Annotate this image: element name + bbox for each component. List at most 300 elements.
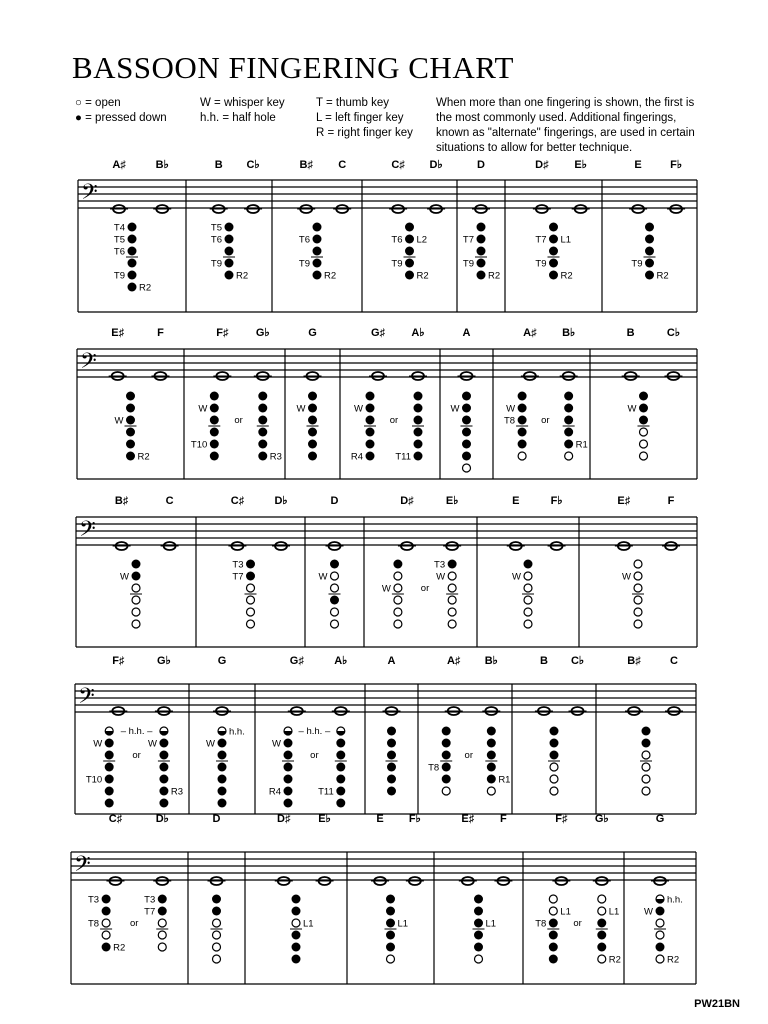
pressed-key-icon: [366, 392, 375, 401]
key-label: R2: [137, 451, 150, 463]
key-label: T9: [113, 270, 125, 282]
pressed-key-icon: [387, 727, 396, 736]
pressed-key-icon: [159, 751, 168, 760]
note-name: B♭: [562, 327, 576, 339]
key-label: T5: [113, 234, 125, 246]
pressed-key-icon: [366, 416, 375, 425]
pressed-key-icon: [284, 751, 293, 760]
pressed-key-icon: [126, 416, 135, 425]
pressed-key-icon: [442, 727, 451, 736]
key-label: T9: [462, 258, 474, 270]
pressed-key-icon: [158, 895, 167, 904]
alternate-separator: or: [129, 918, 139, 929]
note-name: A♭: [411, 327, 425, 339]
pressed-key-icon: [159, 787, 168, 796]
pressed-key-icon: [313, 259, 322, 268]
key-label: W: [296, 403, 306, 415]
key-label: L2: [416, 234, 428, 246]
note-name: G: [217, 655, 227, 667]
pressed-key-icon: [462, 452, 471, 461]
pressed-key-icon: [128, 247, 137, 256]
key-label: W: [120, 571, 129, 583]
key-label: T9: [631, 258, 643, 270]
pressed-key-icon: [645, 271, 654, 280]
open-key-icon: [394, 584, 402, 592]
open-key-icon: [634, 608, 642, 616]
pressed-key-icon: [292, 955, 301, 964]
note-name: C♯: [108, 813, 123, 825]
pressed-key-icon: [549, 223, 558, 232]
key-label: R1: [575, 439, 588, 451]
pressed-key-icon: [212, 895, 221, 904]
pressed-key-icon: [405, 259, 414, 268]
legend-half-hole: h.h. = half hole: [200, 112, 276, 124]
open-key-icon: [550, 775, 558, 783]
open-key-icon: [598, 907, 606, 915]
key-label: R3: [269, 451, 282, 463]
key-label: R1: [498, 774, 511, 786]
pressed-key-icon: [258, 428, 267, 437]
key-label: W: [114, 415, 124, 427]
note-name: A♭: [334, 655, 348, 667]
open-key-icon: [213, 943, 221, 951]
pressed-key-icon: [308, 416, 317, 425]
note-name: E♭: [574, 159, 587, 171]
note-name: F♯: [555, 813, 568, 825]
open-key-icon: [132, 608, 140, 616]
open-key-icon: [634, 584, 642, 592]
note-name: B♯: [114, 495, 129, 507]
open-key-icon: [394, 596, 402, 604]
key-label: W: [450, 403, 460, 415]
pressed-key-icon: [210, 428, 219, 437]
pressed-key-icon: [105, 739, 114, 748]
key-label: R3: [170, 786, 184, 798]
pressed-key-icon: [405, 271, 414, 280]
key-label: L1: [303, 918, 314, 930]
open-key-icon: [642, 763, 650, 771]
open-key-icon: [640, 452, 648, 460]
pressed-key-icon: [518, 428, 527, 437]
pressed-key-icon: [386, 943, 395, 952]
key-label: T11: [395, 451, 411, 463]
pressed-key-icon: [128, 259, 137, 268]
open-key-icon: [394, 620, 402, 628]
note-name: D♭: [155, 813, 169, 825]
key-label: T8: [535, 918, 547, 930]
open-key-icon: [331, 608, 339, 616]
key-label: T7: [535, 234, 547, 246]
key-label: h.h.: [229, 726, 245, 738]
key-label: T3: [144, 894, 156, 906]
bass-clef-icon: 𝄢: [78, 684, 95, 714]
pressed-key-icon: [246, 560, 255, 569]
pressed-key-icon: [366, 428, 375, 437]
open-key-icon: [463, 464, 471, 472]
pressed-key-icon: [549, 271, 558, 280]
pressed-key-icon: [292, 931, 301, 940]
key-label: R2: [236, 270, 249, 282]
key-label: W: [381, 583, 391, 595]
open-key-icon: [524, 608, 532, 616]
open-key-icon: [102, 931, 110, 939]
pressed-key-icon: [292, 895, 301, 904]
key-label: T6: [210, 234, 222, 246]
key-label: T9: [391, 258, 403, 270]
note-name: C: [165, 495, 174, 507]
note-name: F♭: [670, 159, 683, 171]
pressed-key-icon: [105, 775, 114, 784]
bass-clef-icon: 𝄢: [81, 180, 98, 210]
note-name: F♯: [216, 327, 229, 339]
pressed-key-icon: [336, 775, 345, 784]
key-label: W: [354, 403, 363, 415]
key-label: W: [318, 571, 328, 583]
alternate-separator: or: [310, 750, 319, 761]
bass-clef-icon: 𝄢: [79, 517, 96, 547]
note-name: F♭: [408, 813, 421, 825]
pressed-key-icon: [336, 751, 345, 760]
pressed-key-icon: [258, 392, 267, 401]
pressed-key-icon: [474, 919, 483, 928]
legend-whisper: W = whisper key: [200, 97, 285, 109]
pressed-key-icon: [128, 283, 137, 292]
open-key-icon: [487, 787, 495, 795]
pressed-key-icon: [393, 560, 402, 569]
pressed-key-icon: [102, 907, 111, 916]
pressed-key-icon: [159, 763, 168, 772]
key-label: R2: [656, 270, 669, 282]
open-key-icon: [565, 452, 573, 460]
key-label: R2: [488, 270, 501, 282]
note-name: E♯: [111, 327, 125, 339]
pressed-key-icon: [474, 895, 483, 904]
pressed-key-icon: [126, 392, 135, 401]
note-name: D: [477, 159, 485, 171]
key-label: T7: [462, 234, 474, 246]
open-key-icon: [656, 931, 664, 939]
key-label: T6: [113, 246, 125, 258]
pressed-key-icon: [405, 235, 414, 244]
key-label: R4: [268, 786, 281, 798]
alternate-separator: or: [464, 750, 473, 761]
note-name: A♯: [112, 159, 126, 171]
pressed-key-icon: [258, 440, 267, 449]
bass-clef-icon: 𝄢: [74, 852, 91, 882]
note-name: D: [330, 495, 339, 507]
note-name: B: [214, 159, 223, 171]
open-key-icon: [549, 895, 557, 903]
pressed-key-icon: [549, 235, 558, 244]
pressed-key-icon: [308, 428, 317, 437]
pressed-key-icon: [597, 919, 606, 928]
pressed-key-icon: [225, 235, 234, 244]
open-key-icon: [524, 620, 532, 628]
pressed-key-icon: [487, 763, 496, 772]
open-key-icon: [518, 452, 526, 460]
pressed-key-icon: [549, 955, 558, 964]
open-key-icon: [102, 919, 110, 927]
key-label: L1: [560, 906, 571, 918]
open-key-icon: [158, 943, 166, 951]
key-label: R4: [350, 451, 363, 463]
pressed-key-icon: [442, 739, 451, 748]
key-label: T8: [504, 415, 516, 427]
open-key-icon: [524, 572, 532, 580]
pressed-key-icon: [366, 404, 375, 413]
pressed-key-icon: [642, 727, 651, 736]
pressed-key-icon: [550, 727, 559, 736]
key-label: R2: [667, 954, 680, 966]
pressed-key-icon: [336, 763, 345, 772]
open-key-icon: [448, 572, 456, 580]
pressed-key-icon: [313, 247, 322, 256]
pressed-key-icon: [448, 560, 457, 569]
key-label: L1: [560, 234, 572, 246]
pressed-key-icon: [474, 931, 483, 940]
legend-open: ○ = open: [75, 97, 121, 109]
open-key-icon: [634, 572, 642, 580]
pressed-key-icon: [218, 763, 227, 772]
open-key-icon: [598, 955, 606, 963]
key-label: R2: [416, 270, 429, 282]
note-name: B♭: [484, 655, 498, 667]
pressed-key-icon: [645, 247, 654, 256]
pressed-key-icon: [642, 739, 651, 748]
note-name: G♭: [255, 327, 270, 339]
pressed-key-icon: [524, 560, 533, 569]
key-label: T3: [88, 894, 100, 906]
note-name: F: [157, 327, 164, 339]
note-name: G♯: [289, 655, 304, 667]
key-label: T7: [144, 906, 156, 918]
intro-text: When more than one fingering is shown, the first is the most commonly used. Additional fingerings, known as "alternate" fingerings, are used in certain situations to allow for better technique.: [436, 97, 695, 154]
pressed-key-icon: [549, 259, 558, 268]
pressed-key-icon: [284, 739, 293, 748]
key-label: T9: [210, 258, 222, 270]
key-label: L1: [397, 918, 409, 930]
open-key-icon: [247, 608, 255, 616]
pressed-key-icon: [564, 404, 573, 413]
open-key-icon: [524, 596, 532, 604]
key-label: T3: [232, 559, 244, 571]
pressed-key-icon: [487, 751, 496, 760]
note-name: E: [512, 495, 520, 507]
key-label: h.h.: [667, 894, 683, 906]
pressed-key-icon: [477, 247, 486, 256]
key-label: T4: [113, 222, 125, 234]
open-key-icon: [213, 931, 221, 939]
pressed-key-icon: [474, 943, 483, 952]
pressed-key-icon: [128, 223, 137, 232]
note-name: E♯: [617, 495, 631, 507]
pressed-key-icon: [126, 440, 135, 449]
open-key-icon: [549, 907, 557, 915]
pressed-key-icon: [330, 560, 339, 569]
pressed-key-icon: [246, 572, 255, 581]
key-label: T9: [298, 258, 310, 270]
note-name: C: [670, 655, 678, 667]
pressed-key-icon: [564, 416, 573, 425]
note-name: A♯: [446, 655, 461, 667]
note-name: C♭: [666, 327, 681, 339]
note-name: B: [626, 327, 635, 339]
pressed-key-icon: [336, 787, 345, 796]
pressed-key-icon: [462, 428, 471, 437]
pressed-key-icon: [313, 235, 322, 244]
pressed-key-icon: [597, 943, 606, 952]
pressed-key-icon: [462, 404, 471, 413]
pressed-key-icon: [105, 751, 114, 760]
pressed-key-icon: [210, 440, 219, 449]
pressed-key-icon: [159, 739, 168, 748]
pressed-key-icon: [258, 452, 267, 461]
key-label: T7: [232, 571, 244, 583]
open-key-icon: [387, 955, 395, 963]
open-key-icon: [634, 620, 642, 628]
open-key-icon: [448, 608, 456, 616]
pressed-key-icon: [414, 452, 423, 461]
open-key-icon: [292, 919, 300, 927]
key-label: R2: [113, 942, 126, 954]
key-label: W: [93, 738, 103, 750]
pressed-key-icon: [442, 775, 451, 784]
pressed-key-icon: [126, 404, 135, 413]
note-name: F♯: [112, 655, 125, 667]
note-name: A: [387, 655, 396, 667]
alternate-separator: or: [541, 415, 550, 426]
open-key-icon: [394, 608, 402, 616]
pressed-key-icon: [656, 943, 665, 952]
key-label: T3: [434, 559, 446, 571]
pressed-key-icon: [462, 416, 471, 425]
pressed-key-icon: [645, 259, 654, 268]
note-name: E: [634, 159, 642, 171]
pressed-key-icon: [225, 271, 234, 280]
pressed-key-icon: [225, 223, 234, 232]
open-key-icon: [550, 787, 558, 795]
pressed-key-icon: [132, 560, 141, 569]
note-name: G♭: [594, 813, 609, 825]
key-label: T8: [428, 762, 440, 774]
note-name: D: [212, 813, 221, 825]
alternate-separator: or: [389, 415, 399, 426]
alternate-separator: or: [234, 415, 243, 426]
open-key-icon: [656, 919, 664, 927]
key-label: W: [627, 403, 637, 415]
pressed-key-icon: [159, 775, 168, 784]
pressed-key-icon: [477, 223, 486, 232]
legend-left-finger: L = left finger key: [316, 112, 404, 124]
pressed-key-icon: [639, 404, 648, 413]
key-label: W: [272, 738, 281, 750]
pressed-key-icon: [518, 440, 527, 449]
pressed-key-icon: [414, 440, 423, 449]
open-key-icon: [448, 584, 456, 592]
note-name: E♭: [318, 813, 331, 825]
pressed-key-icon: [387, 787, 396, 796]
key-label: W: [512, 571, 521, 583]
note-name: C♯: [391, 159, 405, 171]
key-label: R2: [608, 954, 621, 966]
pressed-key-icon: [292, 943, 301, 952]
pressed-key-icon: [645, 223, 654, 232]
open-key-icon: [524, 584, 532, 592]
note-name: D♯: [277, 813, 291, 825]
note-name: F: [667, 495, 675, 507]
alternate-separator: or: [132, 750, 141, 761]
pressed-key-icon: [284, 775, 293, 784]
pressed-key-icon: [284, 787, 293, 796]
open-key-icon: [394, 572, 402, 580]
pressed-key-icon: [102, 943, 111, 952]
open-key-icon: [656, 955, 664, 963]
pressed-key-icon: [549, 943, 558, 952]
pressed-key-icon: [225, 259, 234, 268]
key-label: T11: [318, 786, 334, 798]
note-name: D♭: [274, 495, 288, 507]
bass-clef-icon: 𝄢: [80, 349, 97, 379]
open-key-icon: [331, 584, 339, 592]
open-key-icon: [331, 620, 339, 628]
pressed-key-icon: [292, 907, 301, 916]
pressed-key-icon: [414, 404, 423, 413]
alternate-separator: or: [420, 583, 430, 594]
pressed-key-icon: [313, 271, 322, 280]
pressed-key-icon: [387, 763, 396, 772]
pressed-key-icon: [549, 919, 558, 928]
pressed-key-icon: [132, 572, 141, 581]
pressed-key-icon: [387, 751, 396, 760]
pressed-key-icon: [284, 763, 293, 772]
pressed-key-icon: [487, 775, 496, 784]
note-name: G♯: [370, 327, 386, 339]
open-key-icon: [634, 596, 642, 604]
key-label: T6: [298, 234, 310, 246]
pressed-key-icon: [518, 416, 527, 425]
alternate-separator: or: [573, 918, 582, 929]
open-key-icon: [448, 620, 456, 628]
pressed-key-icon: [645, 235, 654, 244]
pressed-key-icon: [366, 452, 375, 461]
open-key-icon: [132, 620, 140, 628]
pressed-key-icon: [639, 392, 648, 401]
legend-thumb: T = thumb key: [316, 97, 389, 109]
pressed-key-icon: [210, 404, 219, 413]
pressed-key-icon: [128, 235, 137, 244]
note-name: G: [655, 813, 665, 825]
legend-right-finger: R = right finger key: [316, 127, 413, 139]
pressed-key-icon: [126, 452, 135, 461]
key-label: T8: [88, 918, 100, 930]
pressed-key-icon: [308, 404, 317, 413]
open-key-icon: [642, 751, 650, 759]
pressed-key-icon: [218, 799, 227, 808]
note-name: E♯: [461, 813, 475, 825]
note-name: D♯: [400, 495, 414, 507]
key-label: W: [206, 738, 215, 750]
pressed-key-icon: [105, 787, 114, 796]
note-name: B♭: [155, 159, 169, 171]
note-name: A: [462, 327, 471, 339]
pressed-key-icon: [477, 259, 486, 268]
pressed-key-icon: [564, 392, 573, 401]
open-key-icon: [331, 572, 339, 580]
pressed-key-icon: [102, 895, 111, 904]
key-label: W: [436, 571, 446, 583]
pressed-key-icon: [656, 907, 665, 916]
note-name: C: [338, 159, 347, 171]
